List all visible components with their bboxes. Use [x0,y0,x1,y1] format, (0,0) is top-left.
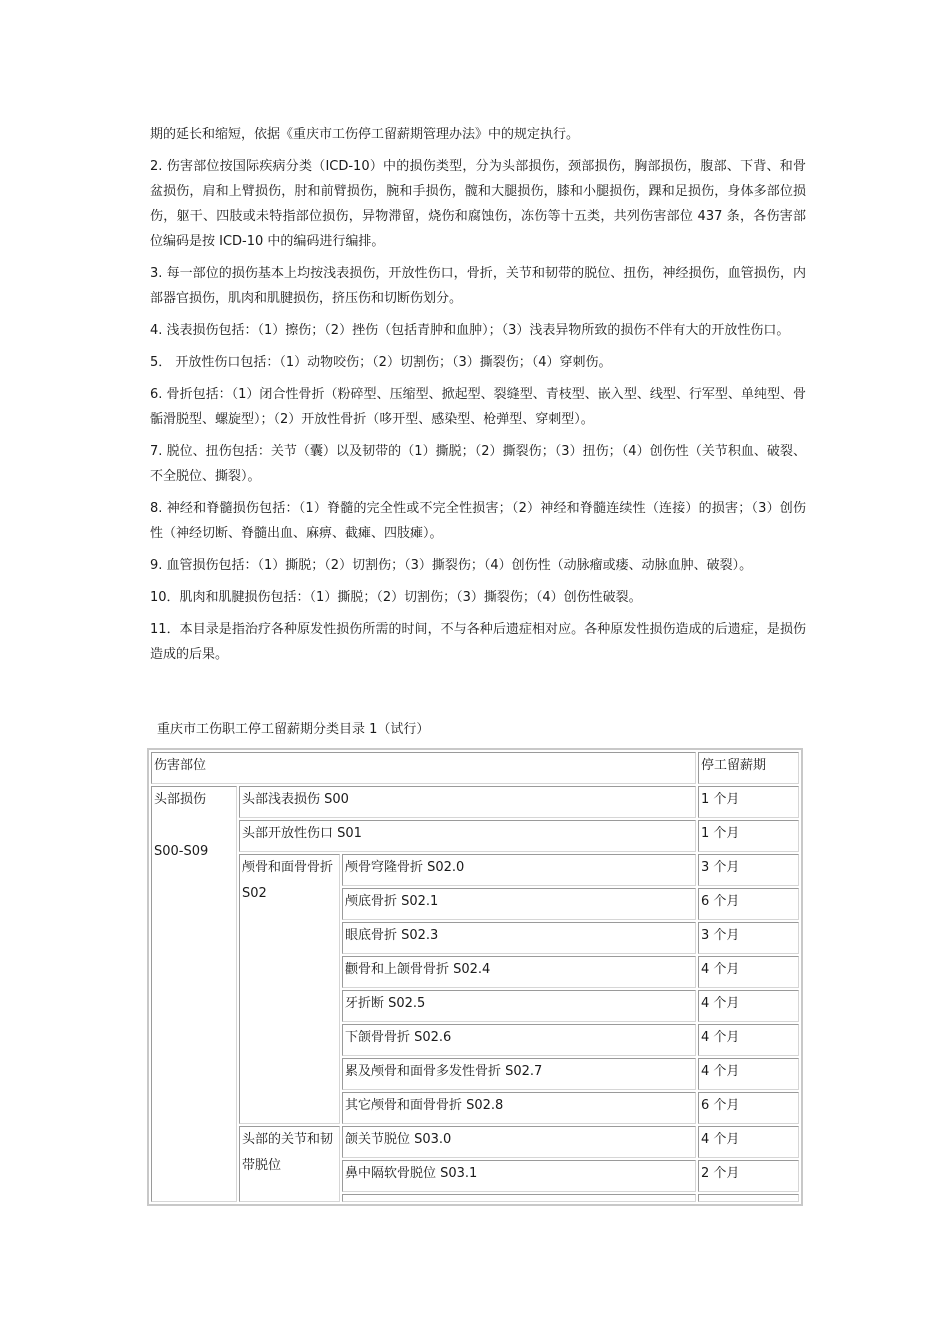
period-cell: 6 个月 [698,888,799,920]
paragraph-4: 4. 浅表损伤包括：（1）擦伤；（2）挫伤（包括青肿和血肿）；（3）浅表异物所致的损伤不伴有大的开放性伤口。 [150,323,790,338]
period-cell: 2 个月 [698,1160,799,1192]
period-cell: 1 个月 [698,820,799,852]
table-header-row [151,752,799,784]
period-cell: 4 个月 [698,1126,799,1158]
paragraph-5: 5． 开放性伤口包括：（1）动物咬伤；（2）切割伤；（3）撕裂伤；（4）穿刺伤。 [150,355,612,370]
period-cell: 6 个月 [698,1092,799,1124]
period-cell: 4 个月 [698,1058,799,1090]
paragraph-11: 11．本目录是指治疗各种原发性损伤所需的时间，不与各种后遗症相对应。各种原发性损伤造成的后遗症，是损伤造成的后果。 [150,622,806,662]
item-cell: 颅底骨折 S02.1 [342,888,696,920]
item-cell: 牙折断 S02.5 [342,990,696,1022]
table-row [151,1126,799,1158]
period-cell: 1 个月 [698,786,799,818]
period-cell: 4 个月 [698,1024,799,1056]
paragraph-intro: 期的延长和缩短，依据《重庆市工伤停工留薪期管理办法》中的规定执行。 [150,127,580,142]
region-code: S00-S09 [154,844,209,859]
paragraph-3: 3. 每一部位的损伤基本上均按浅表损伤，开放性伤口，骨折，关节和韧带的脱位、扭伤，神经损伤，血管损伤，内部器官损伤，肌肉和肌腱损伤，挤压伤和切断伤划分。 [150,266,806,306]
empty-cell [342,1194,696,1202]
item-cell: 其它颅骨和面骨骨折 S02.8 [342,1092,696,1124]
item-cell: 下颌骨骨折 S02.6 [342,1024,696,1056]
group-label-dislocation: 头部的关节和韧带脱位 [239,1126,340,1202]
period-cell: 3 个月 [698,922,799,954]
item-cell: 颧骨和上颌骨骨折 S02.4 [342,956,696,988]
region-name: 头部损伤 [154,792,207,807]
table-title: 重庆市工伤职工停工留薪期分类目录 1（试行） [157,722,430,737]
period-cell: 4 个月 [698,990,799,1022]
body-text [150,122,806,674]
table-row [151,820,799,852]
period-cell: 3 个月 [698,854,799,886]
item-cell: 颅骨穹隆骨折 S02.0 [342,854,696,886]
item-cell: 颌关节脱位 S03.0 [342,1126,696,1158]
table-row [151,854,799,886]
group-label-fractures: 颅骨和面骨骨折 S02 [239,854,340,1124]
leave-period-table [147,748,803,1206]
paragraph-2: 2. 伤害部位按国际疾病分类（ICD-10）中的损伤类型，分为头部损伤，颈部损伤，胸部损伤，腹部、下背、和骨盆损伤，肩和上臂损伤，肘和前臂损伤，腕和手损伤，髋和大腿损伤，膝和小腿损伤，踝和足损伤，身体多部位损伤，躯干、四肢或未特指部位损伤，异物滞留，烧伤和腐蚀伤，冻伤等十五类，共列伤害部位 437 条，各伤害部位编码是按 ICD-10 中的编码进行编排。 [150,159,806,249]
region-cell [151,786,237,1202]
item-cell: 头部开放性伤口 S01 [239,820,696,852]
empty-cell [698,1194,799,1202]
item-cell: 头部浅表损伤 S00 [239,786,696,818]
paragraph-10: 10．肌肉和肌腱损伤包括：（1）撕脱；（2）切割伤；（3）撕裂伤；（4）创伤性破裂。 [150,590,642,605]
paragraph-8: 8. 神经和脊髓损伤包括：（1）脊髓的完全性或不完全性损害；（2）神经和脊髓连续性（连接）的损害；（3）创伤性（神经切断、脊髓出血、麻痹、截瘫、四肢瘫）。 [150,501,806,541]
item-cell: 眼底骨折 S02.3 [342,922,696,954]
header-injury-site: 伤害部位 [151,752,696,784]
paragraph-6: 6. 骨折包括：（1）闭合性骨折（粉碎型、压缩型、掀起型、裂缝型、青枝型、嵌入型、线型、行军型、单纯型、骨骺滑脱型、螺旋型）；（2）开放性骨折（哆开型、感染型、枪弹型、穿刺型）。 [150,387,806,427]
item-cell: 鼻中隔软骨脱位 S03.1 [342,1160,696,1192]
table-row [151,786,799,818]
header-leave-period: 停工留薪期 [698,752,799,784]
paragraph-7: 7. 脱位、扭伤包括：关节（囊）以及韧带的（1）撕脱；（2）撕裂伤；（3）扭伤；（4）创伤性（关节积血、破裂、不全脱位、撕裂）。 [150,444,806,484]
period-cell: 4 个月 [698,956,799,988]
paragraph-9: 9. 血管损伤包括：（1）撕脱；（2）切割伤；（3）撕裂伤；（4）创伤性（动脉瘤或瘘、动脉血肿、破裂）。 [150,558,753,573]
item-cell: 累及颅骨和面骨多发性骨折 S02.7 [342,1058,696,1090]
